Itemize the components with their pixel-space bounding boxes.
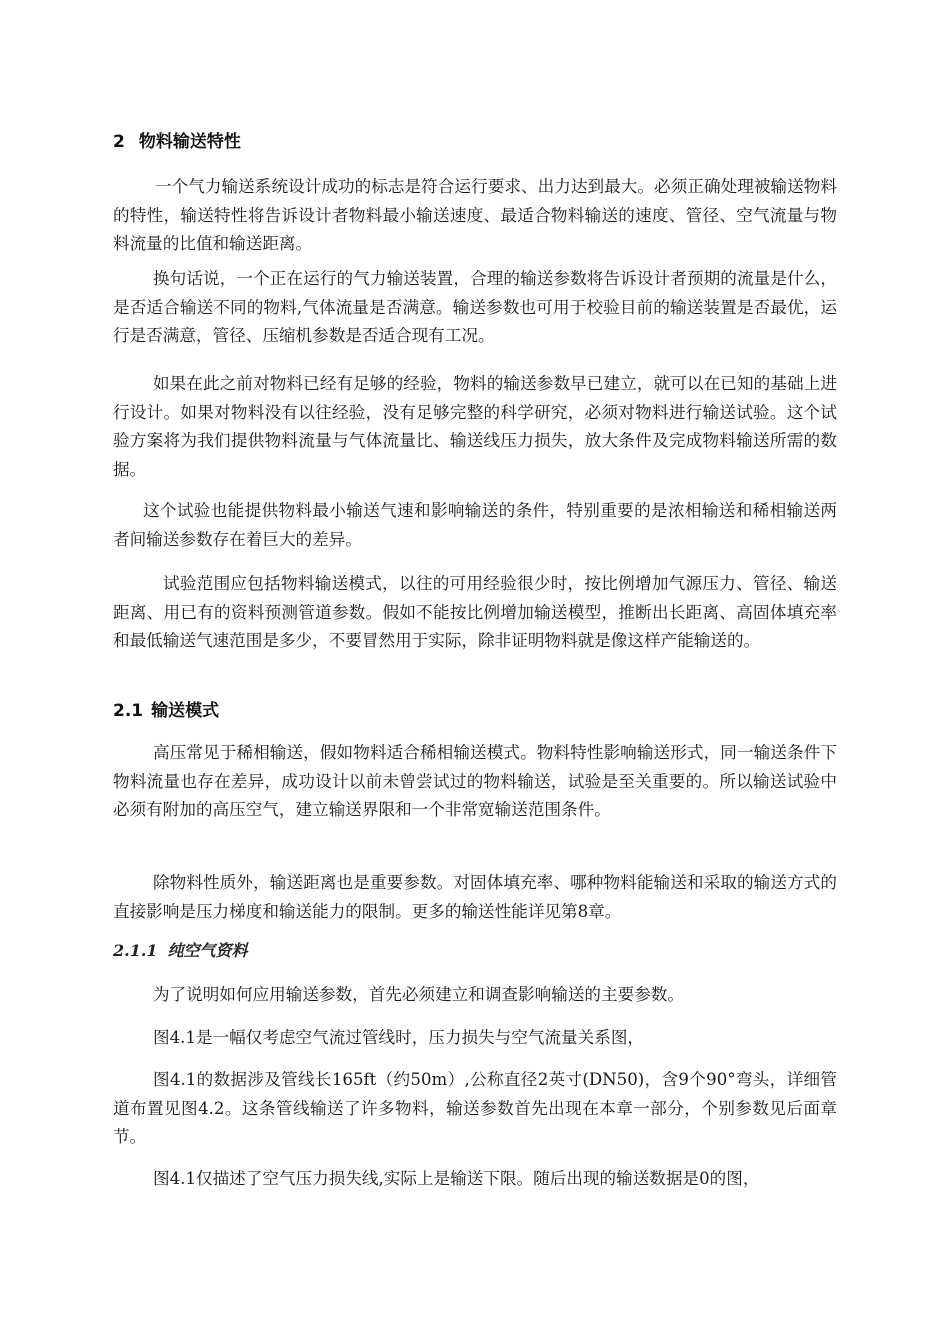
paragraph: 一个气力输送系统设计成功的标志是符合运行要求、出力达到最大。必须正确处理被输送物料的特性，输送特性将告诉设计者物料最小输送速度、最适合物料输送的速度、管径、空气流量与物料流量的比值和输送距离。 [113, 177, 837, 253]
subsubsection-title: 纯空气资料 [167, 941, 248, 960]
paragraph: 换句话说，一个正在运行的气力输送装置，合理的输送参数将告诉设计者预期的流量是什么，是否适合输送不同的物料,气体流量是否满意。输送参数也可用于校验目前的输送装置是否最优，运行是否满意，管径、压缩机参数是否适合现有工况。 [113, 269, 837, 345]
section-title: 物料输送特性 [138, 132, 241, 152]
section-number: 2 [113, 132, 125, 152]
paragraph: 这个试验也能提供物料最小输送气速和影响输送的条件，特别重要的是浓相输送和稀相输送两者间输送参数存在着巨大的差异。 [113, 501, 837, 549]
subsubsection-number: 2.1.1 [113, 941, 158, 960]
paragraph: 为了说明如何应用输送参数，首先必须建立和调查影响输送的主要参数。 [153, 985, 684, 1004]
paragraph: 图4.1仅描述了空气压力损失线,实际上是输送下限。随后出现的输送数据是0的图， [153, 1169, 760, 1188]
subsection-title: 输送模式 [151, 701, 220, 721]
paragraph: 图4.1的数据涉及管线长165ft（约50m）,公称直径2英寸(DN50)，含9个90°弯头，详细管道布置见图4.2。这条管线输送了许多物料，输送参数首先出现在本章一部分，个别参数见后面章节。 [113, 1070, 837, 1146]
paragraph: 除物料性质外，输送距离也是重要参数。对固体填充率、哪种物料能输送和采取的输送方式的直接影响是压力梯度和输送能力的限制。更多的输送性能详见第8章。 [113, 873, 837, 921]
subsubsection-heading [113, 940, 248, 962]
subsection-number: 2.1 [113, 701, 144, 721]
section-heading [113, 131, 241, 153]
paragraph: 高压常见于稀相输送，假如物料适合稀相输送模式。物料特性影响输送形式，同一输送条件下物料流量也存在差异，成功设计以前未曾尝试过的物料输送，试验是至关重要的。所以输送试验中必须有附加的高压空气，建立输送界限和一个非常宽输送范围条件。 [113, 743, 837, 819]
paragraph: 图4.1是一幅仅考虑空气流过管线时，压力损失与空气流量关系图， [153, 1028, 645, 1047]
subsection-heading [113, 700, 219, 722]
paragraph: 试验范围应包括物料输送模式，以往的可用经验很少时，按比例增加气源压力、管径、输送距离、用已有的资料预测管道参数。假如不能按比例增加输送模型，推断出长距离、高固体填充率和最低输送气速范围是多少，不要冒然用于实际，除非证明物料就是像这样产能输送的。 [113, 574, 837, 650]
paragraph: 如果在此之前对物料已经有足够的经验，物料的输送参数早已建立，就可以在已知的基础上进行设计。如果对物料没有以往经验，没有足够完整的科学研究，必须对物料进行输送试验。这个试验方案将为我们提供物料流量与气体流量比、输送线压力损失，放大条件及完成物料输送所需的数据。 [113, 374, 837, 479]
